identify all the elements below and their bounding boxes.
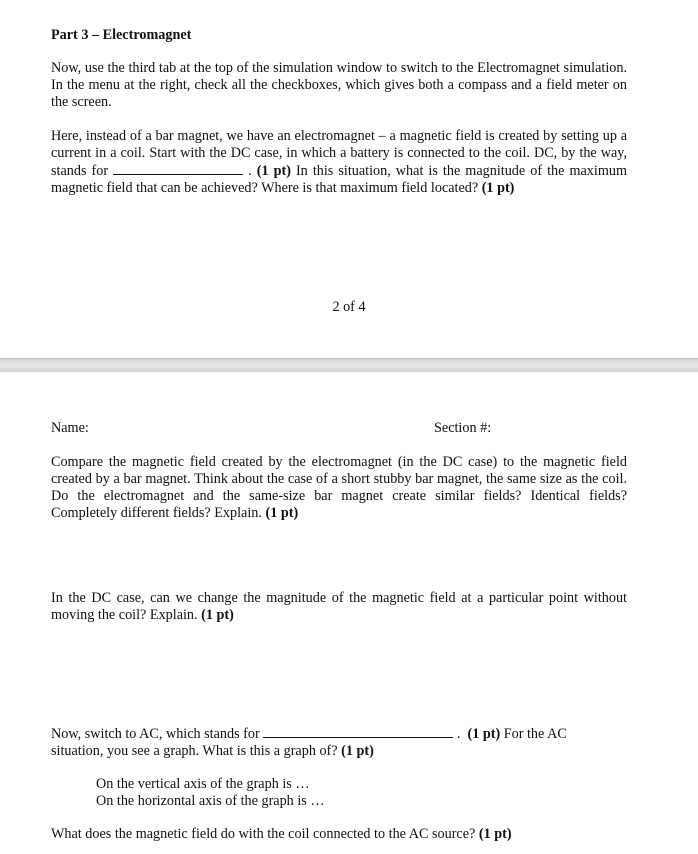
answer-blank-ac: [263, 725, 453, 738]
section-label: Section #:: [434, 420, 492, 436]
paragraph-text: In the DC case, can we change the magnitude of the magnetic field at a particular point without moving the coil? Explain.: [51, 590, 627, 623]
points-label: (1 pt): [481, 180, 515, 196]
points-label: (1 pt): [201, 607, 234, 623]
paragraph-text: In this situation, what is the magnitude of the maximum magnetic field that can be achieved? Where is that maximum field located?: [51, 163, 627, 196]
paragraph-ac-field: [51, 826, 627, 843]
page-number: 2 of 4: [332, 299, 366, 315]
points-label: (1 pt): [341, 743, 374, 759]
paragraph-text: What does the magnetic field do with the coil connected to the AC source?: [51, 826, 479, 842]
paragraph-text: For the AC: [500, 726, 567, 742]
paragraph-text: Compare the magnetic field created by the electromagnet (in the DC case) to the magnetic field created by a bar magnet. Think about the case of a short stubby bar magnet, the same size as the coil. Do the electromagnet and the same-size bar magnet create similar fields? Identical fields? Completely different fields? Explain.: [51, 454, 627, 521]
paragraph-text: Now, switch to AC, which stands for: [51, 726, 260, 742]
paragraph-compare: [51, 454, 627, 522]
paragraph-text: situation, you see a graph. What is this a graph of?: [51, 743, 342, 759]
answer-blank-dc: [113, 162, 243, 175]
name-label: Name:: [51, 420, 89, 436]
horizontal-axis-prompt: On the horizontal axis of the graph is …: [96, 793, 325, 809]
points-label: (1 pt): [478, 826, 512, 842]
points-label: (1 pt): [265, 505, 299, 521]
paragraph-text: Here, instead of a bar magnet, we have an electromagnet – a magnetic field is created by setting up a current in a coil. Start with the DC case, in which a battery is connected to the coil. DC, by the way, stands for: [51, 128, 627, 179]
paragraph-ac: Now, switch to AC, which stands for . (1 pt) For the AC situation, you see a graph. What is this a graph of? (1 pt): [51, 726, 567, 759]
paragraph-dc-case: [51, 590, 627, 624]
points-label: (1 pt): [256, 163, 291, 179]
section-heading: Part 3 – Electromagnet: [51, 27, 192, 43]
paragraph-electromagnet: Here, instead of a bar magnet, we have an electromagnet – a magnetic field is created by setting up a current in a coil. Start with the DC case, in which a battery is connected to the coil. DC, by the way, stands for . (1 pt) In this situation, what is the magnitude of the maximum magnetic field that can be achieved? Where is that maximum field located? (1 pt): [51, 128, 627, 196]
points-label: (1 pt): [467, 726, 501, 742]
vertical-axis-prompt: On the vertical axis of the graph is …: [96, 776, 310, 792]
paragraph-instructions: Now, use the third tab at the top of the simulation window to switch to the Electromagnet simulation. In the menu at the right, check all the checkboxes, which gives both a compass and a field meter on the screen.: [51, 60, 627, 110]
